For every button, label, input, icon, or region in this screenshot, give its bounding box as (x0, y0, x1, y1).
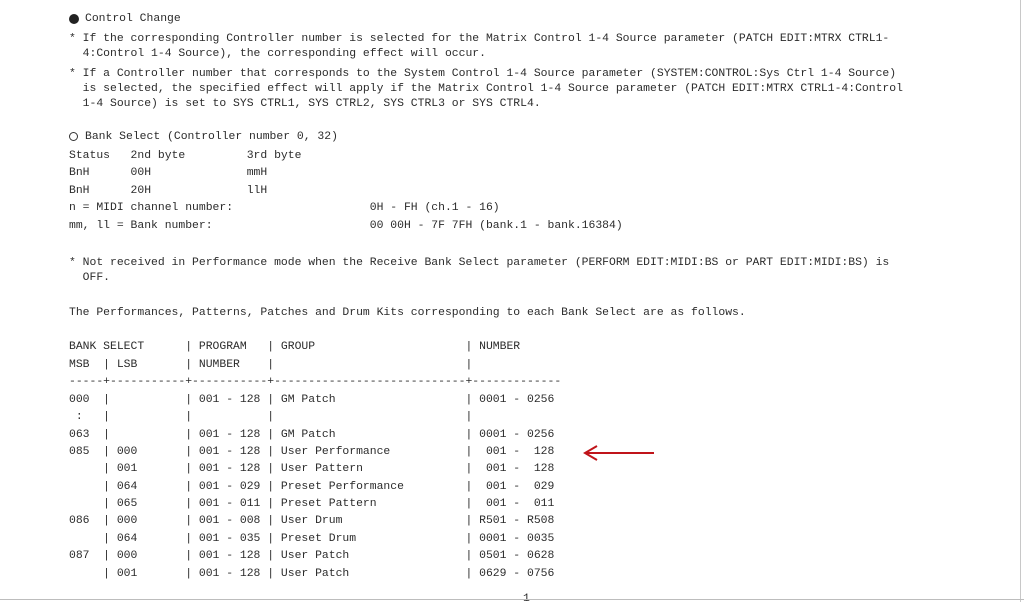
control-change-heading: Control Change (85, 13, 181, 25)
cc-note2-line3: 1-4 Source) is set to SYS CTRL1, SYS CTRL2, SYS CTRL3 or SYS CTRL4. (69, 98, 541, 110)
status-header-line: Status 2nd byte 3rd byte (69, 150, 302, 162)
cc-note1-line2: 4:Control 1-4 Source), the corresponding effect will occur. (69, 48, 486, 60)
page-bottom-border (0, 599, 1024, 600)
table-row: 087 | 000 | 001 - 128 | User Patch | 0501 - 0628 (69, 550, 555, 562)
cc-note2-line1: * If a Controller number that corresponds to the System Control 1-4 Source parameter (SYSTEM:CONTROL:Sys Ctrl 1-4 Source) (69, 68, 897, 80)
bank-number-line: mm, ll = Bank number: 00 00H - 7F 7FH (bank.1 - bank.16384) (69, 220, 623, 232)
midi-channel-line: n = MIDI channel number: 0H - FH (ch.1 - 16) (69, 202, 500, 214)
table-row-user-performance: 085 | 000 | 001 - 128 | User Performance | 001 - 128 (69, 446, 555, 458)
table-separator: -----+-----------+-----------+----------------------------+------------- (69, 376, 562, 388)
cc-note2-line2: is selected, the specified effect will apply if the Matrix Control 1-4 Source parameter (PATCH EDIT:MTRX CTRL1-4:Control (69, 83, 903, 95)
bank-select-intro: The Performances, Patterns, Patches and Drum Kits corresponding to each Bank Select are as follows. (69, 307, 746, 319)
cc-note1-line1: * If the corresponding Controller number is selected for the Matrix Control 1-4 Source parameter (PATCH EDIT:MTRX CTRL1- (69, 33, 890, 45)
table-row: | 001 | 001 - 128 | User Pattern | 001 - 128 (69, 463, 555, 475)
bank-select-heading: Bank Select (Controller number 0, 32) (85, 131, 338, 143)
status-line-lsb: BnH 20H llH (69, 185, 268, 197)
page-right-border (1020, 0, 1021, 602)
table-row: | 064 | 001 - 035 | Preset Drum | 0001 - 0035 (69, 533, 555, 545)
left-arrow-icon (580, 444, 658, 462)
table-row: | 001 | 001 - 128 | User Patch | 0629 - 0756 (69, 568, 555, 580)
table-row: 063 | | 001 - 128 | GM Patch | 0001 - 0256 (69, 429, 555, 441)
table-row: : | | | | (69, 411, 473, 423)
table-row: | 065 | 001 - 011 | Preset Pattern | 001 - 011 (69, 498, 555, 510)
hollow-bullet-icon (69, 132, 78, 141)
bank-select-note-line1: * Not received in Performance mode when the Receive Bank Select parameter (PERFORM EDIT:MIDI:BS or PART EDIT:MIDI:BS) is (69, 257, 890, 269)
table-row: 086 | 000 | 001 - 008 | User Drum | R501 - R508 (69, 515, 555, 527)
table-header-row2: MSB | LSB | NUMBER | | (69, 359, 473, 371)
table-header-row1: BANK SELECT | PROGRAM | GROUP | NUMBER (69, 341, 521, 353)
status-line-msb: BnH 00H mmH (69, 167, 268, 179)
table-row: | 064 | 001 - 029 | Preset Performance | 001 - 029 (69, 481, 555, 493)
table-row: 000 | | 001 - 128 | GM Patch | 0001 - 0256 (69, 394, 555, 406)
filled-bullet-icon (69, 14, 79, 24)
bank-select-note-line2: OFF. (69, 272, 111, 284)
